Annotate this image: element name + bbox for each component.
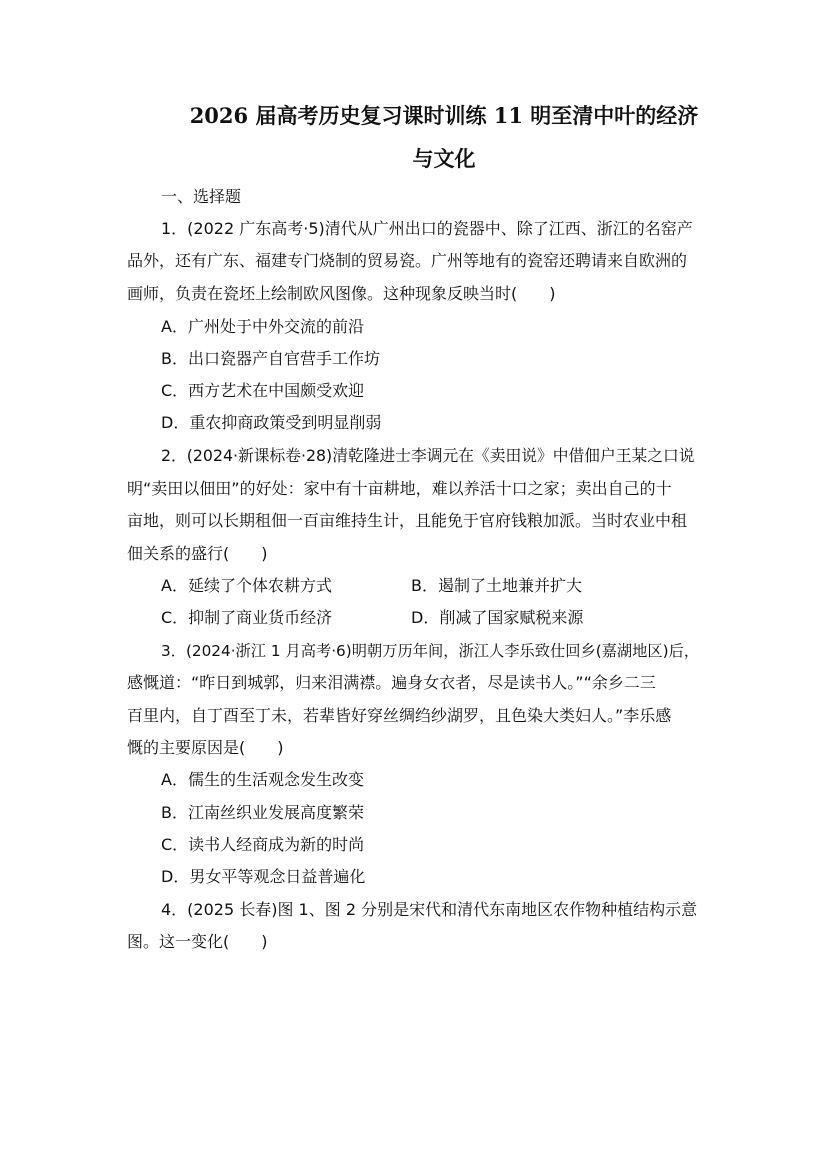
question-1-line-2: 品外，还有广东、福建专门烧制的贸易瓷。广州等地有的瓷窑还聘请来自欧洲的 [127,251,688,270]
question-1-line-3: 画师，负责在瓷坯上绘制欧风图像。这种现象反映当时( ) [127,284,556,303]
question-1-option-a: A．广州处于中外交流的前沿 [161,317,364,336]
question-2-line-4: 佃关系的盛行( ) [127,544,268,563]
question-1-option-c: C．西方艺术在中国颇受欢迎 [161,381,365,400]
document-title-line-1: 2026 届高考历史复习课时训练 11 明至清中叶的经济 [189,103,699,128]
question-2-line-2: 明“卖田以佃田”的好处：家中有十亩耕地，难以养活十口之家；卖出自己的十 [127,479,672,498]
question-3-option-c: C．读书人经商成为新的时尚 [161,835,365,854]
question-2-line-3: 亩地，则可以长期租佃一百亩维持生计，且能免于官府钱粮加派。当时农业中租 [127,511,688,530]
question-2-option-b: B．遏制了土地兼并扩大 [411,576,582,595]
question-2-line-1: 2．(2024·新课标卷·28)清乾隆进士李调元在《卖田说》中借佃户王某之口说 [161,446,695,465]
section-heading: 一、选择题 [161,187,242,206]
question-3-line-3: 百里内，自丁酉至丁未，若辈皆好穿丝绸绉纱湖罗，且色染大类妇人。”李乐感 [127,706,672,725]
question-3-line-4: 慨的主要原因是( ) [127,738,284,757]
question-3-option-d: D．男女平等观念日益普遍化 [161,867,366,886]
question-3-line-1: 3．(2024·浙江 1 月高考·6)明朝万历年间，浙江人李乐致仕回乡(嘉湖地区)后， [161,642,700,660]
question-2-option-d: D．削减了国家赋税来源 [411,608,584,627]
question-3-line-2: 感慨道：“昨日到城郭，归来泪满襟。遍身女衣者，尽是读书人。”“余乡二三 [127,673,656,692]
question-3-option-a: A．儒生的生活观念发生改变 [161,770,364,789]
question-1-line-1: 1．(2022 广东高考·5)清代从广州出口的瓷器中、除了江西、浙江的名窑产 [161,219,693,238]
question-4-line-1: 4．(2025 长春)图 1、图 2 分别是宋代和清代东南地区农作物种植结构示意 [161,900,698,919]
question-3-option-b: B．江南丝织业发展高度繁荣 [161,803,364,822]
question-2-option-c: C．抑制了商业货币经济 [161,608,333,627]
question-1-option-b: B．出口瓷器产自官营手工作坊 [161,349,380,368]
question-4-line-2: 图。这一变化( ) [127,932,268,951]
question-2-option-a: A．延续了个体农耕方式 [161,576,332,595]
question-1-option-d: D．重农抑商政策受到明显削弱 [161,413,382,432]
document-title-line-2: 与文化 [412,146,476,171]
